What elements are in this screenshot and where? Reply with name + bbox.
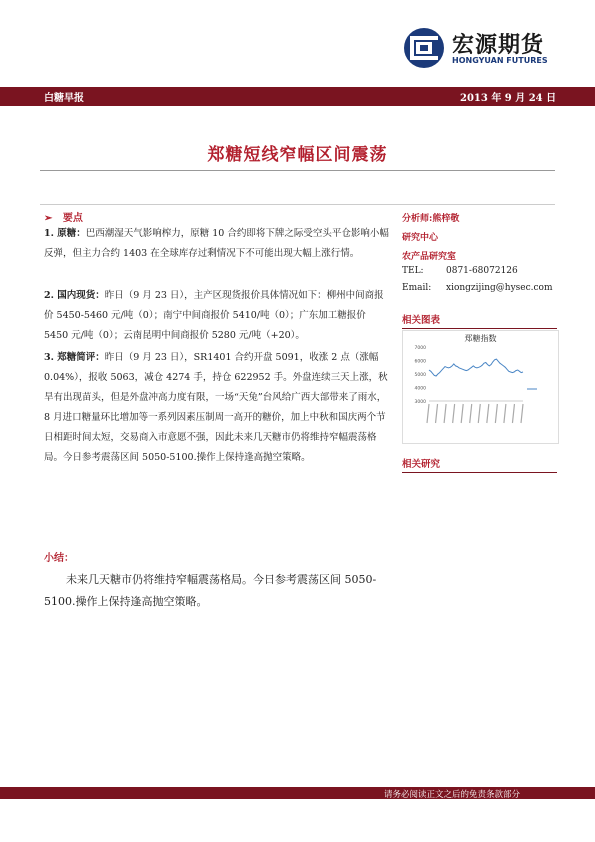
key-point-item (44, 348, 389, 468)
chart-x-tick-label (436, 404, 438, 423)
key-point-item (44, 224, 389, 264)
chart-series-line (429, 359, 523, 376)
section-divider (40, 204, 555, 205)
chart-x-tick-label (504, 404, 506, 423)
analyst-name: 分析师:熊梓敬 (402, 214, 460, 224)
tel-label: TEL: (402, 266, 424, 276)
chart-y-tick-label: 5000 (414, 373, 426, 378)
key-point-label: 2. 国内现货： (44, 290, 105, 301)
chart-x-tick-label (495, 404, 497, 423)
zhengtang-index-chart (402, 330, 559, 444)
chart-x-tick-label (512, 404, 514, 423)
report-title: 郑糖短线窄幅区间震荡 (207, 145, 388, 165)
chart-x-tick-label (453, 404, 455, 423)
related-charts-heading: 相关图表 (402, 312, 557, 329)
chart-x-tick-label (470, 404, 472, 423)
tel-value: 0871-68072126 (446, 266, 518, 276)
chart-x-tick-label (521, 404, 523, 423)
report-date: 2013 年 9 月 24 日 (460, 93, 557, 104)
chart-y-tick-label: 7000 (414, 346, 426, 351)
key-point-text: 昨日（9 月 23 日），主产区现货报价具体情况如下：柳州中间商报价 5450-5460 元/吨（0）；南宁中间商报价 5410/吨（0）；广东加工糖报价 5450 元/吨（0）；云南昆明中间商报价 5280 元/吨（+20）。 (44, 290, 384, 341)
arrow-bullet-icon: ➢ (44, 213, 53, 224)
chart-x-tick-label (478, 404, 480, 423)
related-research-heading: 相关研究 (402, 456, 557, 473)
key-point-label: 1. 原糖： (44, 228, 86, 239)
key-point-text: 巴西潮湿天气影响榨力，原糖 10 合约即将下牌之际受空头平仓影响小幅反弹，但主力合约 1403 在全球库存过剩情况下不可能出现大幅上涨行情。 (44, 228, 389, 259)
key-point-text: 昨日（9 月 23 日），SR1401 合约开盘 5091，收涨 2 点（涨幅 0.04%），报收 5063，减仓 4274 手，持仓 622952 手。外盘连续三天上涨，秋旱有出现苗头，但是外盘冲高力度有限，一场“天兔”台风给广西大部带来了雨水，8 月进口糖量环比增加等一系列因素压制周一高开的糖价，加上中秋和国庆两个节日相距时间太短，交易商入市意愿不强，因此未来几天糖市仍将维持窄幅震荡格局。今日参考震荡区间 5050-5100.操作上保持逢高抛空策略。 (44, 352, 388, 463)
email-link[interactable]: xiongzijing@hysec.com (446, 283, 553, 293)
chart-x-tick-label (427, 404, 429, 423)
chart-y-tick-label: 6000 (414, 359, 426, 365)
key-points-heading-label: 要点 (62, 213, 83, 224)
chart-title: 郑糖指数 (464, 334, 497, 343)
header-divider (0, 105, 595, 106)
report-type: 白糖早报 (44, 93, 84, 104)
company-name-cn: 宏源期货 (452, 33, 545, 58)
chart-x-tick-label (487, 404, 489, 423)
chart-y-tick-label: 4000 (414, 386, 426, 392)
summary-text: 未来几天糖市仍将维持窄幅震荡格局。今日参考震荡区间 5050-5100.操作上保持逢高抛空策略。 (44, 573, 377, 608)
disclaimer-notice: 请务必阅读正文之后的免责条款部分 (384, 790, 521, 800)
chart-x-tick-label (444, 404, 446, 423)
summary-heading: 小结： (44, 553, 74, 564)
hongyuan-logo-icon (402, 26, 446, 70)
key-point-item (44, 286, 389, 346)
key-points-heading (44, 209, 83, 224)
department-research-center: 研究中心 (402, 233, 439, 243)
chart-y-tick-label: 3000 (414, 400, 426, 405)
department-agri-research: 农产品研究室 (402, 252, 457, 262)
company-name-en: HONGYUAN FUTURES (452, 56, 548, 65)
key-point-label: 3. 郑糖简评： (44, 352, 105, 363)
chart-plot (403, 331, 558, 443)
title-divider (40, 170, 555, 171)
chart-x-tick-label (461, 404, 463, 423)
email-label: Email: (402, 283, 432, 293)
